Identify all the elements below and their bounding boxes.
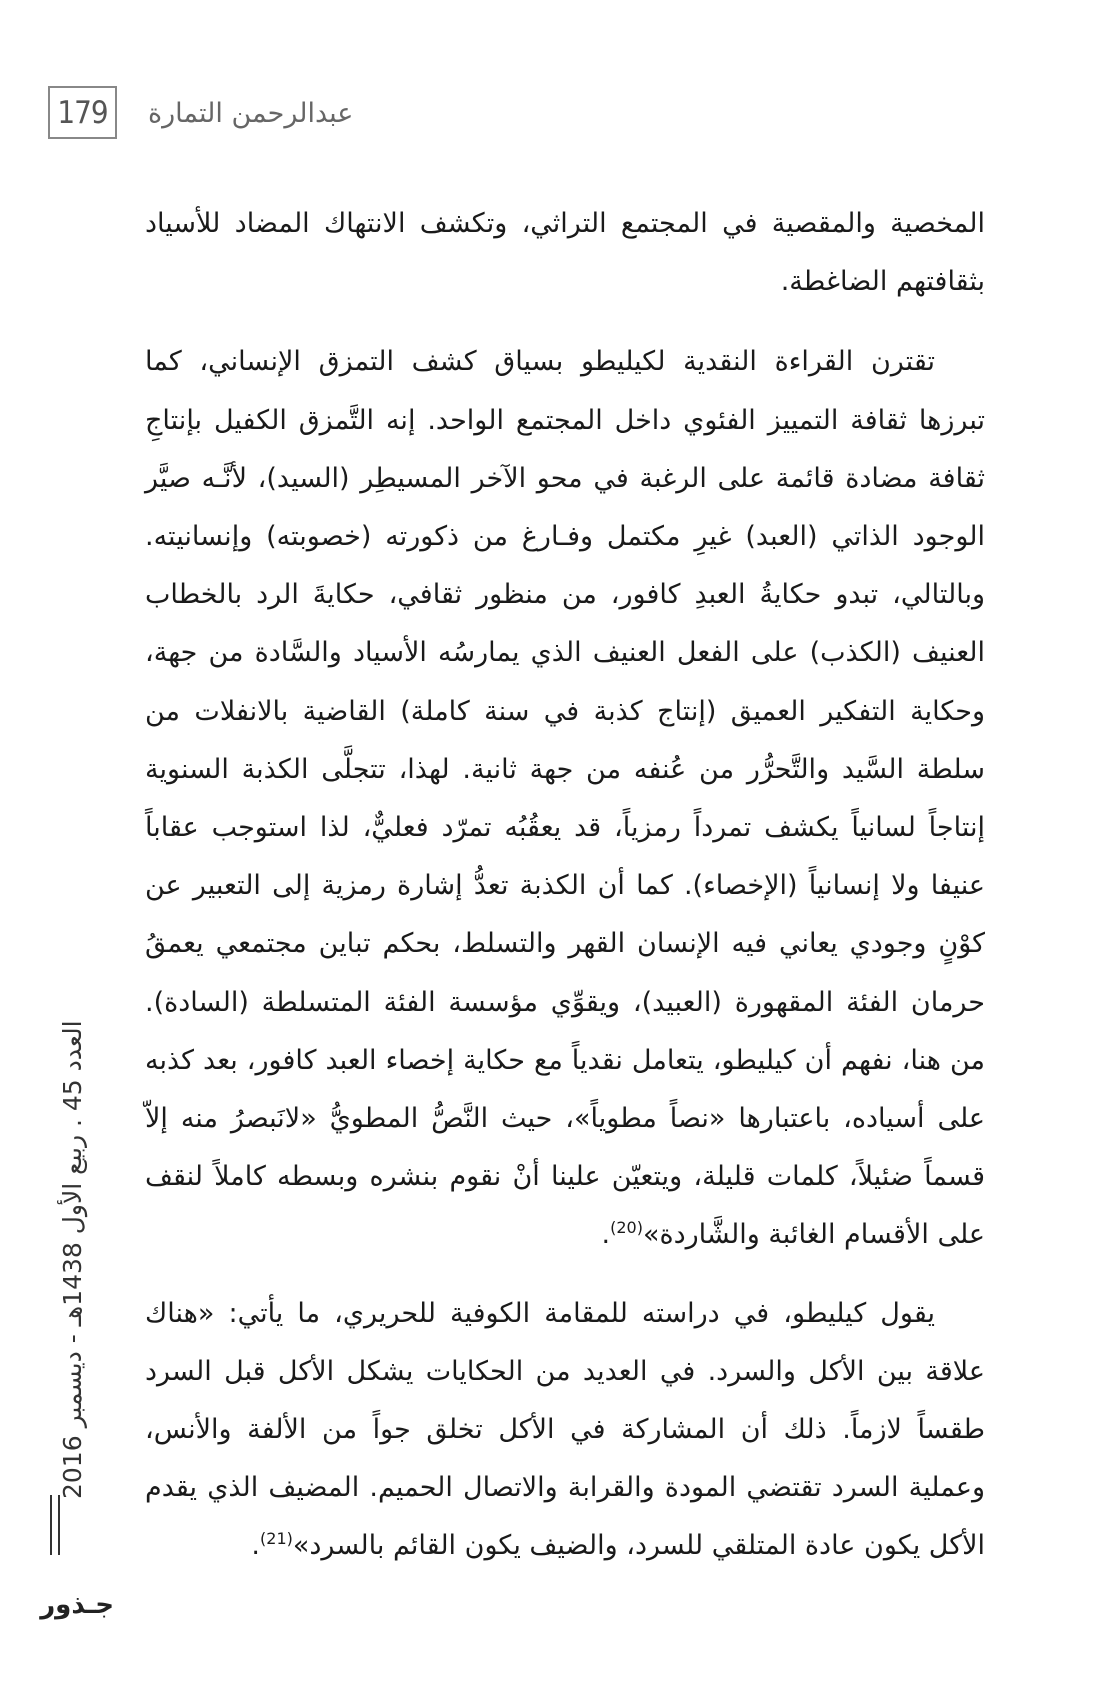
paragraph-1 [145, 195, 985, 311]
paragraph-3-text: يقول كيليطو، في دراسته للمقامة الكوفية للحريري، ما يأتي: «هناك علاقة بين الأكل والسرد. في العديد من الحكايات يشكل الأكل قبل السرد طقساً لازماً. ذلك أن المشاركة في الأكل تخلق جواً من الألفة والأنس، وعملية السرد تقتضي المودة والقرابة والاتصال الحميم. المضيف الذي يقدم الأكل يكون عادة المتلقي للسرد، والضيف يكون القائم بالسرد» [145, 1297, 985, 1562]
journal-logo: جـذور [40, 1590, 114, 1620]
issue-info: العدد 45 . ربيع الأول 1438هـ - ديسمبر 2016 [58, 1020, 87, 1499]
paragraph-3 [145, 1285, 985, 1576]
footnote-ref-20: (20) [610, 1218, 643, 1238]
article-body [145, 195, 985, 1576]
footnote-ref-21: (21) [260, 1529, 293, 1549]
page-number: 179 [57, 94, 108, 131]
paragraph-2-text: تقترن القراءة النقدية لكيليطو بسياق كشف التمزق الإنساني، كما تبرزها ثقافة التمييز الفئوي داخل المجتمع الواحد. إنه التَّمزق الكفيل بإنتاجِ ثقافة مضادة قائمة على الرغبة في محو الآخر المسيطِر (السيد)، لأنَّـه صيَّر الوجود الذاتي (العبد) غيرِ مكتمل وفـارغ من ذكورته (خصوبته) وإنسانيته. وبالتالي، تبدو حكايةُ العبدِ كافور، من منظور ثقافي، حكايةَ الرد بالخطاب العنيف (الكذب) على الفعل العنيف الذي يمارسُه الأسياد والسَّادة من جهة، وحكاية التفكير العميق (إنتاج كذبة في سنة كاملة) القاضية بالانفلات من سلطة السَّيد والتَّحرُّر من عُنفه من جهة ثانية. لهذا، تتجلَّى الكذبة السنوية إنتاجاً لسانياً يكشف تمرداً رمزياً، قد يعقُبُه تمرّد فعليٌّ، لذا استوجب عقاباً عنيفا ولا إنسانياً (الإخصاء). كما أن الكذبة تعدُّ إشارة رمزية إلى التعبير عن كوْنٍ وجودي يعاني فيه الإنسان القهر والتسلط، بحكم تباين مجتمعي يعمقُ حرمان الفئة المقهورة (العبيد)، ويقوِّي مؤسسة الفئة المتسلطة (السادة). من هنا، نفهم أن كيليطو، يتعامل نقدياً مع حكاية إخصاء العبد كافور، بعد كذبه على أسياده، باعتبارها «نصاً مطوياً»، حيث النَّصُّ المطويُّ «لانَبصرُ منه إلاّ قسماً ضئيلاً، كلمات قليلة، ويتعيّن علينا أنْ نقوم بنشره وبسطه كاملاً لنقف على الأقسام الغائبة والشَّاردة» [145, 346, 985, 1251]
sidebar-divider [50, 1495, 60, 1555]
paragraph-1-text: المخصية والمقصية في المجتمع التراثي، وتكشف الانتهاك المضاد للأسياد بثقافتهم الضاغطة. [145, 208, 985, 298]
author-name: عبدالرحمن التمارة [148, 98, 354, 129]
page-number-box [48, 86, 117, 139]
paragraph-2: تقترن القراءة النقدية لكيليطو بسياق كشف التمزق الإنساني، كما تبرزها ثقافة التمييز الفئوي داخل المجتمع الواحد. إنه التَّمزق الكفيل بإنتاجِ ثقافة مضادة قائمة على الرغبة في محو الآخر المسيطِر (السيد)، لأنَّـه صيَّر الوجود الذاتي (العبد) غيرِ مكتمل وفـارغ من ذكورته (خصوبته) وإنسانيته. وبالتالي، تبدو حكايةُ العبدِ كافور، من منظور ثقافي، حكايةَ الرد بالخطاب العنيف (الكذب) على الفعل العنيف الذي يمارسُه الأسياد والسَّادة من جهة، وحكاية التفكير العميق (إنتاج كذبة في سنة كاملة) القاضية بالانفلات من سلطة السَّيد والتَّحرُّر من عُنفه من جهة ثانية. لهذا، تتجلَّى الكذبة السنوية إنتاجاً لسانياً يكشف تمرداً رمزياً، قد يعقُبُه تمرّد فعليٌّ، لذا استوجب عقاباً عنيفا ولا إنسانياً (الإخصاء). كما أن الكذبة تعدُّ إشارة رمزية إلى التعبير عن كوْنٍ وجودي يعاني فيه الإنسان القهر والتسلط، بحكم تباين مجتمعي يعمقُ حرمان الفئة المقهورة (العبيد)، ويقوِّي مؤسسة الفئة المتسلطة (السادة). من هنا، نفهم أن كيليطو، يتعامل نقدياً مع حكاية إخصاء العبد كافور، بعد كذبه على أسياده، باعتبارها «نصاً مطوياً»، حيث النَّصُّ المطويُّ «لانَبصرُ منه إلاّ قسماً ضئيلاً، كلمات قليلة، ويتعيّن علينا أنْ نقوم بنشره وبسطه كاملاً لنقف على الأقسام الغائبة والشَّاردة»$^{(20)}$. [145, 346, 985, 1251]
paragraph-3-end: . [251, 1530, 261, 1562]
